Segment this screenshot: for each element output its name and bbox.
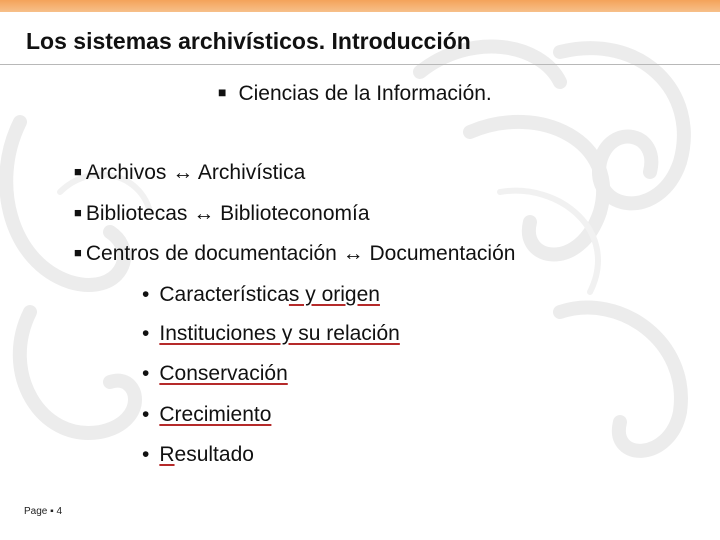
- link-conservacion[interactable]: Conservación: [159, 362, 288, 385]
- link-instituciones[interactable]: Instituciones y su relación: [159, 322, 400, 345]
- item-crecimiento: [142, 403, 271, 427]
- square-bullet-icon: ■: [74, 245, 82, 260]
- section-archivos: [74, 161, 305, 185]
- item-text-plain: esultado: [174, 443, 254, 466]
- item-resultado: [142, 443, 254, 467]
- slide-title: Los sistemas archivísticos. Introducción: [26, 28, 471, 54]
- subtitle-text: Ciencias de la Información.: [238, 82, 492, 105]
- round-bullet-icon: •: [142, 362, 150, 385]
- link-crecimiento[interactable]: Crecimiento: [159, 403, 272, 426]
- round-bullet-icon: •: [142, 322, 150, 345]
- item-instituciones: [142, 322, 400, 346]
- section-text: Centros de documentación ↔ Documentación: [85, 242, 516, 265]
- item-text-plain: Característica: [159, 283, 289, 306]
- link-caracteristicas[interactable]: s y origen: [288, 283, 380, 306]
- section-text: Bibliotecas ↔ Biblioteconomía: [85, 202, 370, 225]
- square-bullet-icon: ■: [74, 164, 82, 179]
- subtitle-line: [218, 82, 492, 106]
- top-accent-bar: [0, 0, 720, 12]
- section-bibliotecas: [74, 202, 370, 226]
- item-conservacion: [142, 362, 288, 386]
- square-bullet-icon: ■: [74, 205, 82, 220]
- square-bullet-icon: ■: [218, 84, 227, 100]
- link-resultado[interactable]: R: [159, 443, 175, 466]
- title-divider: [0, 64, 720, 65]
- item-caracteristicas: [142, 283, 380, 307]
- section-text: Archivos ↔ Archivística: [85, 161, 306, 184]
- round-bullet-icon: •: [142, 443, 150, 466]
- round-bullet-icon: •: [142, 283, 150, 306]
- round-bullet-icon: •: [142, 403, 150, 426]
- section-centros-documentacion: [74, 242, 515, 266]
- page-number: Page ▪ 4: [24, 506, 63, 517]
